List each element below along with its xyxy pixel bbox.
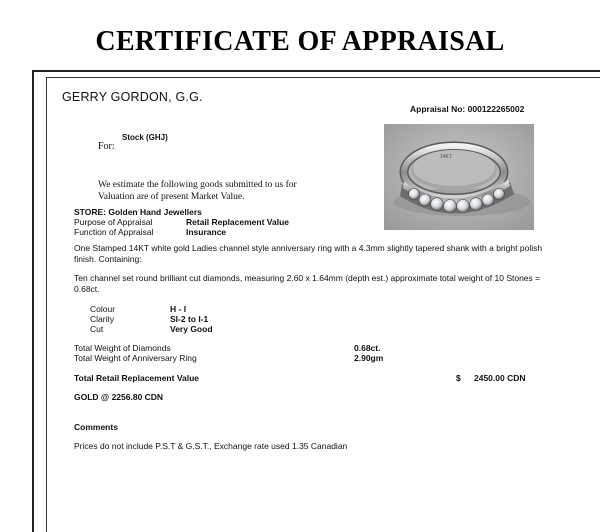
function-value: Insurance	[186, 227, 227, 237]
outer-frame-top	[32, 70, 600, 72]
ring-weight-label: Total Weight of Anniversary Ring	[74, 353, 197, 363]
comments-heading: Comments	[74, 422, 118, 432]
comments-text: Prices do not include P.S.T & G.S.T., Exchange rate used 1.35 Canadian	[74, 441, 348, 451]
gold-price: GOLD @ 2256.80 CDN	[74, 392, 164, 402]
clarity-value: SI-2 to I-1	[170, 314, 209, 324]
ring-image	[384, 124, 534, 230]
total-value-label: Total Retail Replacement Value	[74, 373, 200, 383]
cut-label: Cut	[90, 324, 104, 334]
clarity-label: Clarity	[90, 314, 115, 324]
appraisal-number-label: Appraisal No:	[410, 104, 466, 114]
function-label: Function of Appraisal	[74, 227, 154, 237]
purpose-value: Retail Replacement Value	[186, 217, 289, 227]
cut-value: Very Good	[170, 324, 213, 334]
for-label: For:	[98, 141, 115, 152]
stones-description: Ten channel set round brilliant cut diamonds, measuring 2.60 x 1.64mm (depth est.) approximate total weight of 10 Stones = 0.68ct.	[74, 273, 541, 294]
purpose-label: Purpose of Appraisal	[74, 217, 153, 227]
colour-label: Colour	[90, 304, 116, 314]
colour-value: H - I	[170, 304, 187, 314]
total-value-amount: 2450.00 CDN	[474, 373, 526, 383]
item-description: One Stamped 14KT white gold Ladies channel style anniversary ring with a 4.3mm slightly tapered shank with a bright polish finish. Containing:	[74, 243, 543, 264]
estimate-statement: We estimate the following goods submitted to us for Valuation are of present Market Value.	[98, 180, 297, 202]
store-line	[74, 207, 202, 217]
certificate-title: CERTIFICATE OF APPRAISAL	[95, 26, 505, 57]
client-name: Stock (GHJ)	[122, 133, 168, 142]
appraisal-number-value: 000122265002	[467, 104, 525, 114]
ring-weight-value: 2.90gm	[354, 353, 384, 363]
appraisal-number	[410, 104, 524, 114]
store-label: STORE:	[74, 207, 106, 217]
diamond-weight-value: 0.68ct.	[354, 343, 381, 353]
inner-frame-top	[46, 77, 600, 78]
store-name: Golden Hand Jewellers	[108, 207, 202, 217]
inner-frame-left	[46, 77, 47, 532]
diamond-weight-label: Total Weight of Diamonds	[74, 343, 171, 353]
ring-photo	[384, 124, 534, 230]
ring-stamp-text: 14KT	[440, 154, 452, 160]
outer-frame-left	[32, 70, 34, 532]
appraiser-name: GERRY GORDON, G.G.	[62, 90, 203, 104]
currency-symbol: $	[456, 373, 461, 383]
